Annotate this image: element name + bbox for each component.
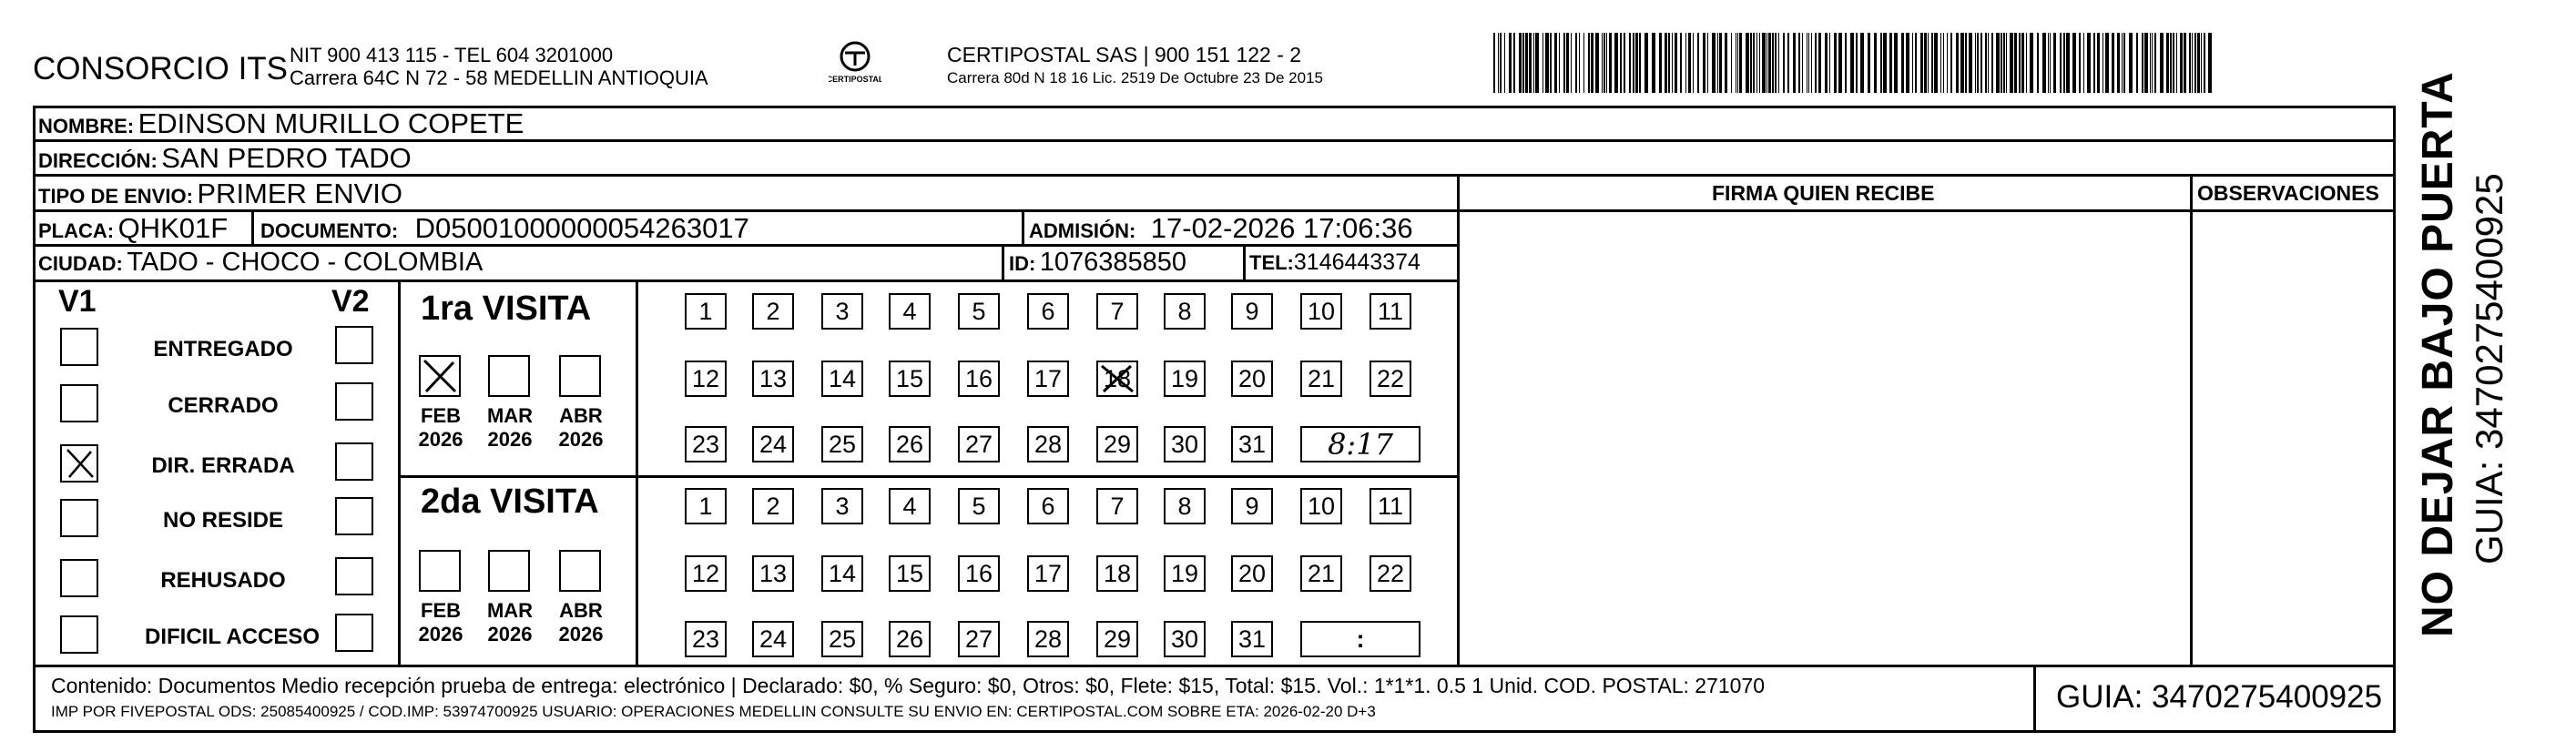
status-label: DIFICIL ACCESO (144, 625, 320, 649)
day-number: 29 (1103, 625, 1132, 653)
tipo-envio-label: TIPO DE ENVIO: (38, 185, 193, 208)
day-number: 12 (691, 560, 720, 587)
day-box[interactable] (889, 621, 931, 657)
day-box[interactable] (821, 621, 863, 657)
status-label: NO RESIDE (162, 508, 284, 533)
day-number: 18 (1103, 560, 1132, 587)
time-box[interactable] (1300, 621, 1420, 657)
day-box[interactable] (685, 621, 727, 657)
footer-imp: IMP POR FIVEPOSTAL ODS: 25085400925 / COD.IMP: 53974700925 USUARIO: OPERACIONES MEDELLIN CONSULTE SU ENVIO EN: CERTIPOSTAL.COM SOBRE ETA: 2026-02-20 D+3 (51, 703, 1376, 720)
admision-field (1029, 212, 1413, 245)
id-value: 1076385850 (1039, 248, 1187, 277)
documento-value: D05001000000054263017 (414, 212, 749, 244)
day-box[interactable] (1300, 293, 1342, 330)
day-box[interactable] (685, 361, 727, 397)
day-number: 9 (1245, 298, 1259, 325)
day-number: 27 (964, 625, 993, 653)
day-number: 14 (828, 560, 857, 587)
footer-contenido: Contenido: Documentos Medio recepción prueba de entrega: electrónico | Declarado: $0, % Seguro: $0, Otros: $0, Flete: $15, Total: $15. Vol.: 1*1*1. 0.5 1 Unid. COD. POSTAL: 271070 (51, 674, 1766, 697)
day-number: 24 (759, 625, 788, 653)
day-number: 26 (895, 625, 924, 653)
day-number: 15 (895, 560, 924, 587)
v1-checkbox[interactable] (60, 499, 98, 537)
day-number: 27 (964, 431, 993, 458)
time-value: 8:17 (1328, 427, 1393, 462)
day-box[interactable] (1096, 555, 1138, 592)
placa-label: PLACA: (38, 219, 115, 242)
documento-field (260, 212, 749, 245)
barcode (1493, 33, 2222, 97)
documento-label: DOCUMENTO: (260, 219, 399, 242)
day-number: 30 (1170, 625, 1199, 653)
footer-guia: GUIA: 3470275400925 (2056, 679, 2383, 715)
day-number: 23 (691, 625, 720, 653)
certipostal-info (947, 44, 1323, 89)
day-number: 13 (759, 560, 788, 587)
day-number: 28 (1033, 625, 1063, 653)
day-box[interactable] (889, 488, 931, 524)
day-number: 20 (1237, 560, 1267, 587)
day-box[interactable] (752, 488, 794, 524)
nombre-value: EDINSON MURILLO COPETE (137, 107, 524, 139)
day-number: 28 (1033, 431, 1063, 458)
day-number: 3 (835, 298, 850, 325)
month-name: FEB (421, 404, 461, 427)
v2-checkbox[interactable] (335, 557, 373, 595)
day-number: 6 (1041, 298, 1055, 325)
day-box[interactable] (958, 293, 1000, 330)
day-box[interactable] (1096, 293, 1138, 330)
month-label (554, 404, 608, 452)
day-box[interactable] (1164, 426, 1206, 462)
day-box[interactable] (1096, 621, 1138, 657)
day-number: 13 (759, 365, 788, 392)
status-label: DIR. ERRADA (151, 453, 295, 478)
tipo-envio-value: PRIMER ENVIO (197, 178, 403, 209)
id-label: ID: (1009, 252, 1036, 275)
side-warning: NO DEJAR BAJO PUERTA (2414, 71, 2462, 637)
day-number: 9 (1245, 493, 1259, 520)
day-number: 24 (759, 431, 788, 458)
day-number: 29 (1103, 431, 1132, 458)
day-box[interactable] (1231, 293, 1273, 330)
day-box[interactable] (1027, 621, 1069, 657)
day-number: 1 (698, 298, 713, 325)
day-box[interactable] (1369, 293, 1411, 330)
side-panel (2404, 71, 2568, 646)
day-box[interactable] (958, 361, 1000, 397)
month-name: ABR (559, 404, 603, 427)
v2-header: V2 (331, 284, 370, 319)
day-number: 6 (1041, 493, 1055, 520)
day-number: 2 (766, 493, 780, 520)
day-box[interactable] (1027, 361, 1069, 397)
day-number: 7 (1110, 298, 1125, 325)
month-name: FEB (421, 599, 461, 622)
month-checkbox-feb[interactable] (419, 550, 461, 592)
status-label: CERRADO (168, 393, 279, 418)
day-number: 17 (1033, 560, 1063, 587)
time-value: : (1356, 625, 1365, 653)
v2-checkbox[interactable] (335, 442, 373, 481)
day-box[interactable] (1164, 361, 1206, 397)
side-guia: GUIA: 3470275400925 (2468, 173, 2510, 564)
v2-checkbox[interactable] (335, 614, 373, 652)
month-checkbox-mar[interactable] (488, 355, 530, 397)
day-box[interactable] (1027, 488, 1069, 524)
month-label (554, 599, 608, 646)
time-box[interactable] (1300, 426, 1420, 462)
month-year: 2026 (558, 428, 604, 451)
day-number: 2 (766, 298, 780, 325)
day-number: 25 (828, 431, 857, 458)
v1-checkbox[interactable] (60, 444, 98, 483)
day-box[interactable] (1231, 488, 1273, 524)
day-box[interactable] (1369, 361, 1411, 397)
day-box[interactable] (685, 488, 727, 524)
v2-checkbox[interactable] (335, 382, 373, 421)
day-box[interactable] (958, 426, 1000, 462)
day-box[interactable] (958, 488, 1000, 524)
month-label (413, 404, 468, 452)
direccion-label: DIRECCIÓN: (38, 149, 158, 172)
day-number: 19 (1170, 560, 1199, 587)
month-checkbox-feb[interactable] (419, 355, 461, 397)
day-box[interactable] (1164, 488, 1206, 524)
day-box[interactable] (821, 426, 863, 462)
day-box[interactable] (1300, 555, 1342, 592)
status-label: REHUSADO (160, 568, 286, 593)
day-box[interactable] (821, 488, 863, 524)
day-number: 4 (902, 298, 917, 325)
admision-value: 17-02-2026 17:06:36 (1150, 212, 1413, 244)
ciudad-value: TADO - CHOCO - COLOMBIA (127, 248, 484, 277)
firma-header: FIRMA QUIEN RECIBE (1712, 181, 1935, 205)
day-number: 3 (835, 493, 850, 520)
day-box[interactable] (685, 426, 727, 462)
day-number: 23 (691, 431, 720, 458)
day-number: 25 (828, 625, 857, 653)
day-number: 26 (895, 431, 924, 458)
day-box[interactable] (1231, 621, 1273, 657)
day-number: 22 (1376, 560, 1405, 587)
tipo-envio-field (38, 178, 402, 210)
day-number: 15 (895, 365, 924, 392)
ciudad-field (38, 248, 483, 278)
month-label (413, 599, 468, 646)
v2-checkbox[interactable] (335, 497, 373, 535)
day-box[interactable] (752, 361, 794, 397)
day-number: 10 (1307, 298, 1336, 325)
v2-checkbox[interactable] (335, 326, 373, 364)
day-number: 7 (1110, 493, 1125, 520)
day-box[interactable] (1096, 488, 1138, 524)
day-number: 8 (1177, 493, 1192, 520)
day-box[interactable] (752, 555, 794, 592)
day-box[interactable] (1027, 426, 1069, 462)
admision-label: ADMISIÓN: (1029, 219, 1136, 242)
tel-field (1249, 249, 1420, 276)
day-number: 19 (1170, 365, 1199, 392)
day-number: 8 (1177, 298, 1192, 325)
month-year: 2026 (487, 623, 533, 645)
day-number: 11 (1377, 493, 1404, 520)
day-number: 18 (1103, 365, 1132, 392)
day-box[interactable] (1300, 361, 1342, 397)
day-box[interactable] (1369, 488, 1411, 524)
day-number: 14 (828, 365, 857, 392)
day-box[interactable] (1027, 293, 1069, 330)
day-number: 5 (972, 493, 986, 520)
day-number: 16 (964, 560, 993, 587)
month-year: 2026 (487, 428, 533, 451)
direccion-value: SAN PEDRO TADO (161, 142, 412, 174)
address-line: Carrera 64C N 72 - 58 MEDELLIN ANTIOQUIA (290, 66, 708, 89)
month-year: 2026 (418, 623, 463, 645)
day-box[interactable] (889, 555, 931, 592)
month-checkbox-abr[interactable] (559, 550, 601, 592)
day-number: 31 (1237, 625, 1267, 653)
v1-checkbox[interactable] (60, 328, 98, 366)
day-box[interactable] (1164, 621, 1206, 657)
day-number: 1 (698, 493, 713, 520)
day-box[interactable] (1231, 426, 1273, 462)
day-box[interactable] (889, 426, 931, 462)
tel-value: 3146443374 (1293, 249, 1420, 275)
v1-header: V1 (58, 284, 97, 319)
day-box[interactable] (889, 293, 931, 330)
day-box[interactable] (1027, 555, 1069, 592)
placa-value: QHK01F (117, 212, 229, 244)
day-number: 20 (1237, 365, 1267, 392)
day-box[interactable] (1096, 361, 1138, 397)
v1-checkbox[interactable] (60, 559, 98, 597)
id-field (1009, 248, 1186, 278)
day-number: 22 (1376, 365, 1405, 392)
month-name: MAR (486, 404, 534, 427)
day-box[interactable] (1231, 361, 1273, 397)
day-box[interactable] (821, 293, 863, 330)
day-box[interactable] (1369, 555, 1411, 592)
day-box[interactable] (752, 621, 794, 657)
day-box[interactable] (1164, 293, 1206, 330)
day-box[interactable] (1164, 555, 1206, 592)
company-info (290, 44, 708, 89)
cert-line: CERTIPOSTAL SAS | 900 151 122 - 2 (947, 43, 1302, 66)
nombre-field (38, 107, 524, 140)
month-year: 2026 (418, 428, 463, 451)
day-box[interactable] (752, 293, 794, 330)
day-number: 21 (1307, 365, 1336, 392)
day-number: 16 (964, 365, 993, 392)
day-box[interactable] (958, 621, 1000, 657)
day-number: 31 (1237, 431, 1267, 458)
nit-line: NIT 900 413 115 - TEL 604 3201000 (290, 44, 614, 66)
observaciones-header: OBSERVACIONES (2197, 181, 2379, 205)
day-box[interactable] (685, 555, 727, 592)
v1-checkbox[interactable] (60, 384, 98, 422)
month-label (483, 599, 537, 646)
cert-address: Carrera 80d N 18 16 Lic. 2519 De Octubre 23 De 2015 (947, 69, 1323, 86)
day-number: 17 (1033, 365, 1063, 392)
logo-text: CERTIPOSTAL (829, 75, 881, 84)
v1-checkbox[interactable] (60, 615, 98, 654)
day-number: 5 (972, 298, 986, 325)
month-checkbox-mar[interactable] (488, 550, 530, 592)
day-number: 10 (1307, 493, 1336, 520)
day-number: 12 (691, 365, 720, 392)
day-box[interactable] (821, 555, 863, 592)
day-box[interactable] (752, 426, 794, 462)
certipostal-logo (829, 38, 881, 93)
month-name: ABR (559, 599, 603, 622)
day-box[interactable] (1231, 555, 1273, 592)
company-name: CONSORCIO ITS (33, 51, 289, 86)
month-year: 2026 (558, 623, 604, 645)
ciudad-label: CIUDAD: (38, 252, 123, 275)
direccion-field (38, 142, 412, 175)
tel-label: TEL: (1249, 251, 1294, 274)
day-number: 4 (902, 493, 917, 520)
visit1-title: 1ra VISITA (421, 290, 592, 328)
month-label (483, 404, 537, 452)
day-number: 21 (1307, 560, 1336, 587)
day-number: 11 (1377, 298, 1404, 325)
placa-field (38, 212, 228, 245)
day-box[interactable] (821, 361, 863, 397)
day-box[interactable] (1300, 488, 1342, 524)
day-box[interactable] (889, 361, 931, 397)
nombre-label: NOMBRE: (38, 115, 135, 137)
month-name: MAR (486, 599, 534, 622)
day-box[interactable] (958, 555, 1000, 592)
day-box[interactable] (1096, 426, 1138, 462)
month-checkbox-abr[interactable] (559, 355, 601, 397)
visit2-title: 2da VISITA (421, 483, 599, 521)
status-label: ENTREGADO (153, 337, 293, 361)
day-number: 30 (1170, 431, 1199, 458)
day-box[interactable] (685, 293, 727, 330)
